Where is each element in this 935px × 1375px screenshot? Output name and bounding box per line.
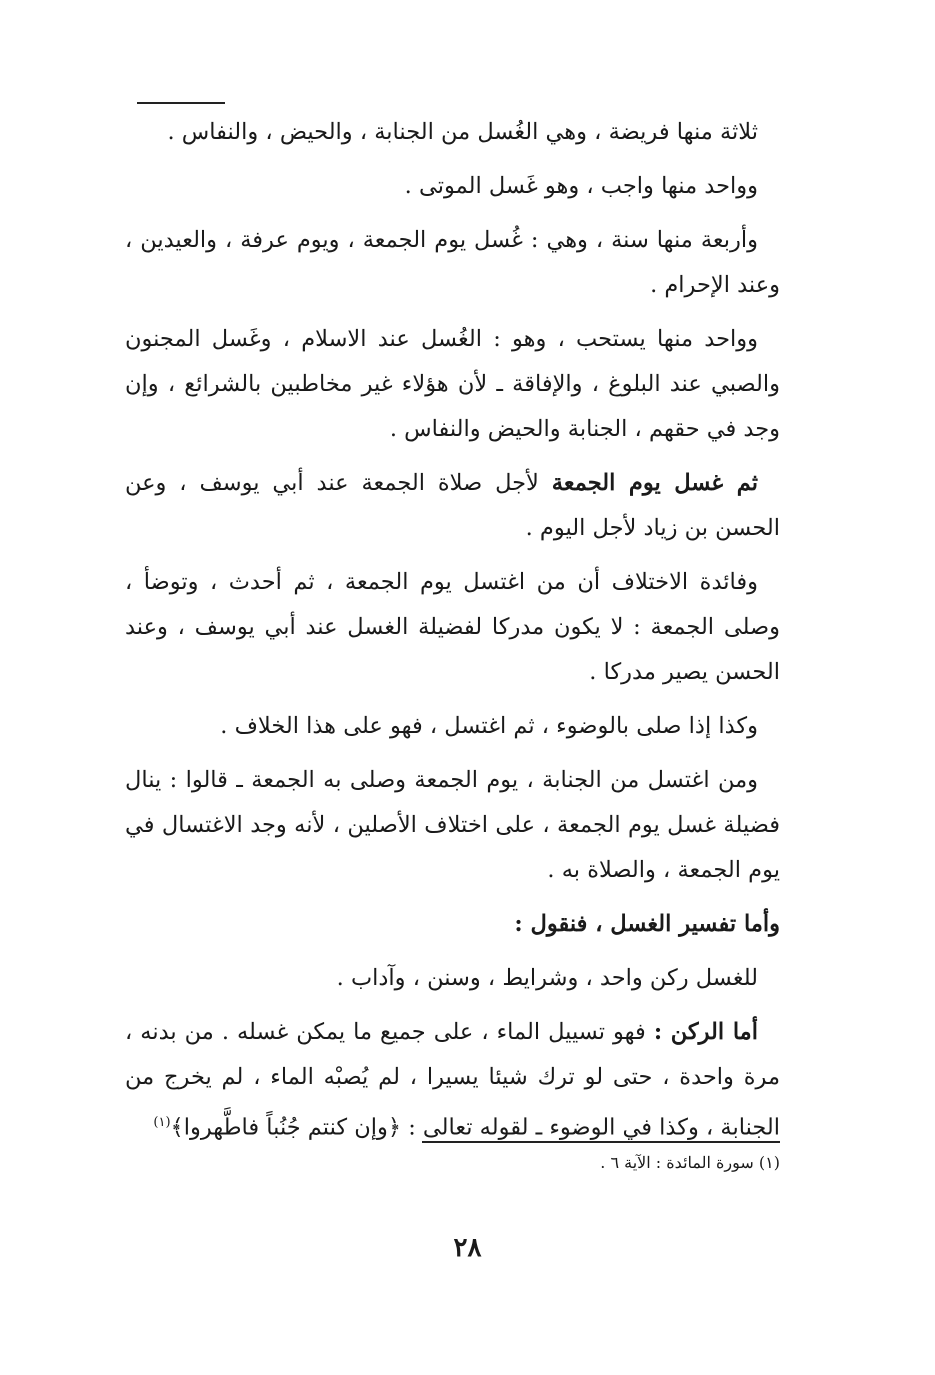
top-rule xyxy=(137,102,225,104)
paragraph-1: ثلاثة منها فريضة ، وهي الغُسل من الجنابة ، والحيض ، والنفاس . xyxy=(167,119,758,145)
footnote-marker: (١) xyxy=(153,1115,171,1130)
paragraph-11-text: فهو تسييل الماء ، على جميع ما يمكن غسله . من بدنه ، مرة واحدة ، حتى لو ترك شيئا يسيرا ، لم يُصبْه الماء ، لم يخرج من الجنابة ، وكذا في الوضوء ـ لقوله تعالى : ﴿وإن كنتم جُنُباً فاطَّهروا﴾ xyxy=(125,1019,780,1141)
paragraph-5 xyxy=(125,461,780,551)
paragraph-8: ومن اغتسل من الجنابة ، يوم الجمعة وصلى به الجمعة ـ قالوا : ينال فضيلة غسل يوم الجمعة ، على اختلاف الأصلين ، لأنه وجد الاغتسال في يوم الجمعة ، والصلاة به . xyxy=(125,767,780,883)
footnote-rule xyxy=(422,1141,780,1143)
body-text xyxy=(125,110,780,1160)
paragraph-5-text: لأجل صلاة الجمعة عند أبي يوسف ، وعن الحسن بن زياد لأجل اليوم . xyxy=(125,470,780,541)
paragraph-10: للغسل ركن واحد ، وشرايط ، وسنن ، وآداب . xyxy=(336,965,758,991)
paragraph-5-lead: ثم غسل يوم الجمعة xyxy=(551,470,758,496)
paragraph-7: وكذا إذا صلى بالوضوء ، ثم اغتسل ، فهو على هذا الخلاف . xyxy=(220,713,758,739)
paragraph-4: وواحد منها يستحب ، وهو : الغُسل عند الاسلام ، وغَسل المجنون والصبي عند البلوغ ، والإفاقة ـ لأن هؤلاء غير مخاطبين بالشرائع ، وإن وجد في حقهم ، الجنابة والحيض والنفاس . xyxy=(125,326,780,442)
section-heading: وأما تفسير الغسل ، فنقول : xyxy=(514,911,780,937)
paragraph-2: وواحد منها واجب ، وهو غَسل الموتى . xyxy=(404,173,758,199)
page-number: ٢٨ xyxy=(453,1233,482,1263)
footnote: (١) سورة المائدة : الآية ٦ . xyxy=(600,1153,780,1172)
paragraph-6: وفائدة الاختلاف أن من اغتسل يوم الجمعة ، ثم أحدث ، وتوضأ ، وصلى الجمعة : لا يكون مدركا لفضيلة الغسل عند أبي يوسف ، وعند الحسن يصير مدركا . xyxy=(125,569,780,685)
paragraph-11 xyxy=(125,1010,780,1151)
paragraph-11-lead: أما الركن : xyxy=(653,1019,758,1045)
paragraph-3: وأربعة منها سنة ، وهي : غُسل يوم الجمعة ، ويوم عرفة ، والعيدين ، وعند الإحرام . xyxy=(125,227,780,298)
